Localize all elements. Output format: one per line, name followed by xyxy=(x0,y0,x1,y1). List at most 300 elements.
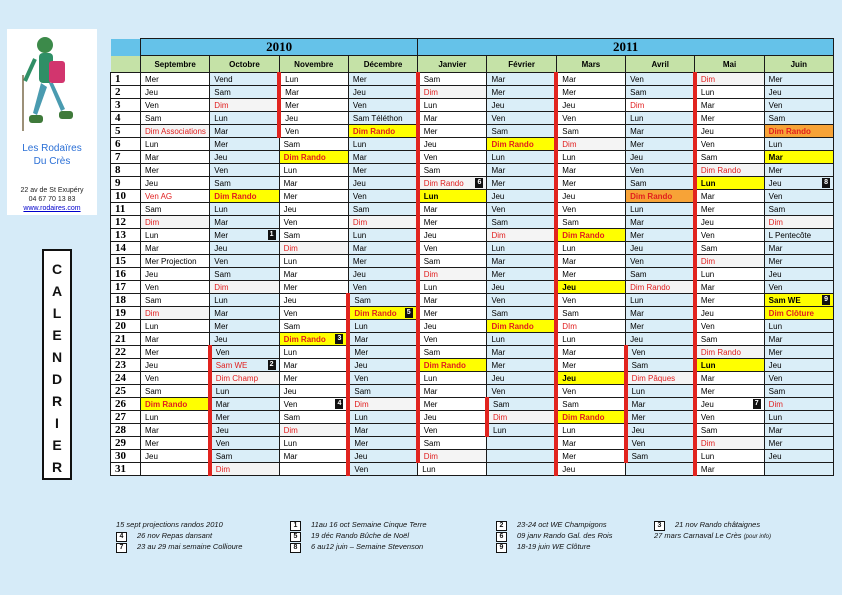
day-cell[interactable]: Dim xyxy=(279,242,348,255)
day-cell[interactable]: Jeu xyxy=(210,424,279,437)
day-cell[interactable]: Mar xyxy=(141,333,210,346)
day-cell[interactable]: Lun xyxy=(626,385,695,398)
day-cell[interactable]: Dim xyxy=(210,463,279,476)
day-cell[interactable]: Lun xyxy=(348,411,417,424)
day-cell[interactable]: Sam xyxy=(487,398,556,411)
day-cell[interactable]: Ven xyxy=(279,125,348,138)
day-cell[interactable]: Ven xyxy=(487,112,556,125)
day-cell[interactable]: Mar xyxy=(210,125,279,138)
day-cell[interactable]: Jeu xyxy=(626,424,695,437)
day-cell[interactable]: Sam xyxy=(556,216,625,229)
day-cell[interactable]: Mer xyxy=(626,229,695,242)
day-cell[interactable]: Ven xyxy=(626,164,695,177)
day-cell[interactable]: Dim Rando xyxy=(487,138,556,151)
day-cell[interactable]: Jeu 8 xyxy=(764,177,833,190)
day-cell[interactable]: Mar xyxy=(556,437,625,450)
day-cell[interactable]: Ven xyxy=(487,385,556,398)
day-cell[interactable]: Mer xyxy=(764,346,833,359)
day-cell[interactable]: Lun xyxy=(348,320,417,333)
day-cell[interactable]: Mar xyxy=(764,424,833,437)
day-cell[interactable]: Mar xyxy=(210,307,279,320)
day-cell[interactable]: Ven xyxy=(626,73,695,86)
day-cell[interactable]: Lun xyxy=(418,190,487,203)
day-cell[interactable]: Jeu xyxy=(418,411,487,424)
day-cell[interactable]: Lun xyxy=(141,320,210,333)
day-cell[interactable]: Lun xyxy=(695,86,764,99)
day-cell[interactable]: Lun xyxy=(279,164,348,177)
day-cell[interactable]: Mer xyxy=(348,73,417,86)
day-cell[interactable]: Ven xyxy=(141,99,210,112)
day-cell[interactable]: Mar xyxy=(695,99,764,112)
day-cell[interactable]: Ven xyxy=(626,437,695,450)
day-cell[interactable]: Sam xyxy=(279,229,348,242)
day-cell[interactable]: Mer Projection xyxy=(141,255,210,268)
day-cell[interactable]: Lun xyxy=(141,138,210,151)
day-cell[interactable]: Ven xyxy=(210,346,279,359)
day-cell[interactable]: Lun xyxy=(487,242,556,255)
day-cell[interactable]: Sam xyxy=(487,307,556,320)
day-cell[interactable]: Mer xyxy=(764,164,833,177)
day-cell[interactable]: Mer xyxy=(695,385,764,398)
day-cell[interactable]: Ven xyxy=(210,437,279,450)
day-cell[interactable]: Mar xyxy=(348,151,417,164)
day-cell[interactable]: Lun xyxy=(556,424,625,437)
day-cell[interactable]: Jeu xyxy=(279,112,348,125)
day-cell[interactable]: Jeu xyxy=(695,307,764,320)
day-cell[interactable]: Sam xyxy=(418,255,487,268)
day-cell[interactable]: Sam xyxy=(695,242,764,255)
day-cell[interactable]: Sam xyxy=(210,450,279,463)
day-cell[interactable]: Dim xyxy=(348,398,417,411)
day-cell[interactable]: Dim xyxy=(418,86,487,99)
day-cell[interactable]: Lun xyxy=(279,255,348,268)
day-cell[interactable]: Sam WE 2 xyxy=(210,359,279,372)
day-cell[interactable]: Mar xyxy=(626,216,695,229)
day-cell[interactable]: Jeu xyxy=(556,372,625,385)
day-cell[interactable]: Dim xyxy=(141,307,210,320)
day-cell[interactable]: Mer xyxy=(348,437,417,450)
day-cell[interactable]: Ven xyxy=(556,203,625,216)
day-cell[interactable]: Lun xyxy=(626,294,695,307)
day-cell[interactable]: Mar xyxy=(487,73,556,86)
day-cell[interactable]: Dim Champ xyxy=(210,372,279,385)
day-cell[interactable]: Mar xyxy=(556,164,625,177)
day-cell[interactable]: Ven xyxy=(556,385,625,398)
day-cell[interactable]: Dim xyxy=(210,281,279,294)
day-cell[interactable]: Lun xyxy=(418,372,487,385)
day-cell[interactable]: Mar xyxy=(348,242,417,255)
day-cell[interactable]: Mar xyxy=(141,242,210,255)
day-cell[interactable]: Ven xyxy=(695,138,764,151)
day-cell[interactable]: Mer xyxy=(348,346,417,359)
day-cell[interactable]: Sam xyxy=(210,86,279,99)
day-cell[interactable]: Mar xyxy=(487,255,556,268)
day-cell[interactable]: Ven xyxy=(418,151,487,164)
day-cell[interactable]: Jeu xyxy=(695,216,764,229)
day-cell[interactable]: Mar xyxy=(348,424,417,437)
day-cell[interactable]: Dim xyxy=(695,437,764,450)
day-cell[interactable]: Jeu xyxy=(764,450,833,463)
day-cell[interactable]: Lun xyxy=(487,151,556,164)
day-cell[interactable]: Jeu xyxy=(418,320,487,333)
day-cell[interactable]: Sam xyxy=(626,177,695,190)
day-cell[interactable]: Ven xyxy=(279,307,348,320)
day-cell[interactable]: Ven xyxy=(418,242,487,255)
day-cell[interactable]: Jeu xyxy=(210,151,279,164)
day-cell[interactable]: Lun xyxy=(695,177,764,190)
day-cell[interactable]: Mar xyxy=(764,333,833,346)
day-cell[interactable]: Mer xyxy=(210,411,279,424)
day-cell[interactable] xyxy=(487,450,556,463)
day-cell[interactable]: Mer xyxy=(556,450,625,463)
day-cell[interactable]: Dim Rando 5 xyxy=(348,307,417,320)
day-cell[interactable]: Lun xyxy=(210,385,279,398)
day-cell[interactable]: Sam xyxy=(764,385,833,398)
day-cell[interactable]: Mar xyxy=(418,112,487,125)
day-cell[interactable]: Mer xyxy=(695,294,764,307)
day-cell[interactable]: Lun xyxy=(418,99,487,112)
day-cell[interactable]: Lun xyxy=(141,229,210,242)
day-cell[interactable]: Sam xyxy=(348,385,417,398)
day-cell[interactable]: Mer xyxy=(764,437,833,450)
day-cell[interactable]: Mar xyxy=(626,398,695,411)
day-cell[interactable]: Dim xyxy=(487,411,556,424)
day-cell[interactable]: Sam xyxy=(279,320,348,333)
day-cell[interactable]: Sam xyxy=(141,203,210,216)
day-cell[interactable]: Dim xyxy=(764,398,833,411)
day-cell[interactable]: Ven xyxy=(695,320,764,333)
day-cell[interactable]: Lun xyxy=(279,346,348,359)
day-cell[interactable]: Sam xyxy=(626,359,695,372)
day-cell[interactable]: Jeu xyxy=(487,281,556,294)
day-cell[interactable]: Ven xyxy=(487,203,556,216)
day-cell[interactable]: Sam xyxy=(279,138,348,151)
day-cell[interactable]: Jeu xyxy=(487,372,556,385)
day-cell[interactable]: Ven AG xyxy=(141,190,210,203)
day-cell[interactable]: Mer xyxy=(348,164,417,177)
day-cell[interactable]: Sam xyxy=(418,164,487,177)
day-cell[interactable]: Mar xyxy=(279,450,348,463)
day-cell[interactable]: Jeu xyxy=(348,450,417,463)
day-cell[interactable]: Jeu xyxy=(279,385,348,398)
day-cell[interactable]: Mar xyxy=(556,73,625,86)
day-cell[interactable]: Sam xyxy=(695,151,764,164)
day-cell[interactable] xyxy=(279,463,348,476)
day-cell[interactable]: Mar xyxy=(418,203,487,216)
day-cell[interactable]: Dim Rando xyxy=(210,190,279,203)
day-cell[interactable]: Mer xyxy=(487,86,556,99)
day-cell[interactable]: Dim Rando xyxy=(764,125,833,138)
day-cell[interactable] xyxy=(487,437,556,450)
day-cell[interactable]: Mer xyxy=(556,86,625,99)
day-cell[interactable]: Mar xyxy=(695,463,764,476)
day-cell[interactable]: Mer xyxy=(556,359,625,372)
day-cell[interactable]: Jeu xyxy=(141,86,210,99)
day-cell[interactable]: Mer xyxy=(418,398,487,411)
day-cell[interactable]: Jeu xyxy=(348,86,417,99)
day-cell[interactable]: Dim Rando xyxy=(695,164,764,177)
day-cell[interactable]: Mar xyxy=(695,281,764,294)
day-cell[interactable]: Ven xyxy=(348,463,417,476)
day-cell[interactable]: Mer xyxy=(418,307,487,320)
day-cell[interactable]: Mar xyxy=(487,164,556,177)
day-cell[interactable]: Mar xyxy=(418,294,487,307)
day-cell[interactable]: Mar xyxy=(279,268,348,281)
day-cell[interactable]: Sam xyxy=(141,294,210,307)
day-cell[interactable]: Ven xyxy=(764,190,833,203)
day-cell[interactable]: Lun xyxy=(418,281,487,294)
day-cell[interactable]: Dim Rando xyxy=(418,359,487,372)
day-cell[interactable]: Mer xyxy=(487,359,556,372)
day-cell[interactable]: Sam xyxy=(626,86,695,99)
day-cell[interactable]: Lun xyxy=(695,359,764,372)
day-cell[interactable]: Sam xyxy=(487,216,556,229)
day-cell[interactable]: Sam xyxy=(764,203,833,216)
day-cell[interactable]: Dim Associations xyxy=(141,125,210,138)
day-cell[interactable]: Mer xyxy=(141,73,210,86)
day-cell[interactable]: Mer xyxy=(418,125,487,138)
day-cell[interactable]: Mer xyxy=(626,411,695,424)
day-cell[interactable]: Sam xyxy=(626,450,695,463)
day-cell[interactable]: Ven xyxy=(141,372,210,385)
day-cell[interactable]: Ven xyxy=(348,372,417,385)
day-cell[interactable]: Mer xyxy=(279,372,348,385)
day-cell[interactable]: Dim xyxy=(418,450,487,463)
day-cell[interactable]: Lun xyxy=(695,268,764,281)
day-cell[interactable]: Mar xyxy=(556,346,625,359)
day-cell[interactable]: Dim Rando xyxy=(141,398,210,411)
day-cell[interactable]: Sam xyxy=(210,268,279,281)
day-cell[interactable]: Sam xyxy=(348,294,417,307)
day-cell[interactable]: Ven xyxy=(487,294,556,307)
day-cell[interactable] xyxy=(626,463,695,476)
day-cell[interactable]: Sam xyxy=(418,73,487,86)
day-cell[interactable]: Sam xyxy=(556,398,625,411)
day-cell[interactable]: Sam xyxy=(279,411,348,424)
day-cell[interactable]: Lun xyxy=(487,424,556,437)
day-cell[interactable]: Mar xyxy=(279,86,348,99)
day-cell[interactable]: Mer xyxy=(279,281,348,294)
day-cell[interactable]: Mer xyxy=(210,138,279,151)
day-cell[interactable]: Lun xyxy=(695,450,764,463)
day-cell[interactable]: Sam xyxy=(626,268,695,281)
day-cell[interactable]: Ven xyxy=(348,190,417,203)
day-cell[interactable]: Dim xyxy=(418,268,487,281)
day-cell[interactable]: Dim xyxy=(764,216,833,229)
day-cell[interactable]: Dim Rando xyxy=(626,190,695,203)
day-cell[interactable]: Vend xyxy=(210,73,279,86)
day-cell[interactable]: Jeu xyxy=(418,138,487,151)
day-cell[interactable]: Jeu xyxy=(141,450,210,463)
day-cell[interactable]: Lun xyxy=(348,229,417,242)
day-cell[interactable]: Ven xyxy=(418,333,487,346)
day-cell[interactable]: Sam xyxy=(556,307,625,320)
day-cell[interactable]: Mar xyxy=(279,177,348,190)
day-cell[interactable]: Lun xyxy=(626,203,695,216)
day-cell[interactable]: Jeu xyxy=(487,99,556,112)
day-cell[interactable]: Sam xyxy=(141,112,210,125)
day-cell[interactable]: Sam xyxy=(210,177,279,190)
day-cell[interactable]: Mar xyxy=(556,255,625,268)
day-cell[interactable]: Mar xyxy=(764,151,833,164)
day-cell[interactable]: Dim Rando 3 xyxy=(279,333,348,346)
day-cell[interactable]: Mer xyxy=(695,203,764,216)
day-cell[interactable]: Dim Rando xyxy=(279,151,348,164)
day-cell[interactable]: Jeu xyxy=(348,359,417,372)
day-cell[interactable]: Lun xyxy=(556,242,625,255)
day-cell[interactable]: Mer xyxy=(626,138,695,151)
day-cell[interactable]: Jeu xyxy=(626,242,695,255)
day-cell[interactable]: Dim xyxy=(695,73,764,86)
day-cell[interactable]: Ven xyxy=(141,281,210,294)
day-cell[interactable]: Mer xyxy=(764,255,833,268)
day-cell[interactable]: Mer xyxy=(141,346,210,359)
day-cell[interactable]: Ven 4 xyxy=(279,398,348,411)
day-cell[interactable]: Mer xyxy=(279,99,348,112)
day-cell[interactable]: Dim xyxy=(210,99,279,112)
day-cell[interactable]: Dim Rando 6 xyxy=(418,177,487,190)
day-cell[interactable]: Sam xyxy=(487,125,556,138)
day-cell[interactable]: Dim Rando xyxy=(626,281,695,294)
day-cell[interactable]: Jeu xyxy=(141,359,210,372)
day-cell[interactable]: Ven xyxy=(695,411,764,424)
day-cell[interactable]: Lun xyxy=(764,138,833,151)
day-cell[interactable] xyxy=(487,463,556,476)
day-cell[interactable]: Mar xyxy=(487,346,556,359)
day-cell[interactable]: Sam xyxy=(695,333,764,346)
day-cell[interactable]: Dim xyxy=(141,216,210,229)
day-cell[interactable]: Ven xyxy=(626,255,695,268)
day-cell[interactable]: Mar xyxy=(626,125,695,138)
day-cell[interactable]: Jeu xyxy=(418,229,487,242)
day-cell[interactable]: Jeu xyxy=(141,177,210,190)
day-cell[interactable]: Dim Rando xyxy=(556,229,625,242)
day-cell[interactable] xyxy=(764,463,833,476)
day-cell[interactable]: Sam xyxy=(695,424,764,437)
day-cell[interactable]: Mer xyxy=(348,255,417,268)
day-cell[interactable]: Mar xyxy=(279,359,348,372)
day-cell[interactable]: Jeu xyxy=(764,359,833,372)
day-cell[interactable]: Ven xyxy=(764,281,833,294)
day-cell[interactable]: Mer xyxy=(626,320,695,333)
day-cell[interactable]: Ven xyxy=(348,99,417,112)
day-cell[interactable]: Mar xyxy=(141,424,210,437)
day-cell[interactable]: DIm xyxy=(556,320,625,333)
day-cell[interactable]: Lun xyxy=(626,112,695,125)
day-cell[interactable]: Dim Rando xyxy=(348,125,417,138)
day-cell[interactable]: Dim xyxy=(626,99,695,112)
day-cell[interactable]: Mer xyxy=(487,177,556,190)
day-cell[interactable]: Ven xyxy=(556,112,625,125)
day-cell[interactable]: Sam xyxy=(556,125,625,138)
day-cell[interactable]: Dim Rando xyxy=(695,346,764,359)
day-cell[interactable]: Jeu 7 xyxy=(695,398,764,411)
day-cell[interactable]: Jeu xyxy=(279,294,348,307)
day-cell[interactable]: Mer xyxy=(210,320,279,333)
day-cell[interactable]: Lun xyxy=(141,411,210,424)
day-cell[interactable]: Mar xyxy=(141,151,210,164)
day-cell[interactable]: Lun xyxy=(210,294,279,307)
day-cell[interactable]: Jeu xyxy=(348,177,417,190)
day-cell[interactable]: Ven xyxy=(210,164,279,177)
day-cell[interactable]: Mer xyxy=(279,190,348,203)
day-cell[interactable]: Mer xyxy=(141,437,210,450)
day-cell[interactable]: Mer 1 xyxy=(210,229,279,242)
day-cell[interactable]: Mar xyxy=(626,307,695,320)
day-cell[interactable]: Ven xyxy=(556,294,625,307)
day-cell[interactable]: Sam Téléthon xyxy=(348,112,417,125)
day-cell[interactable]: Mar xyxy=(764,242,833,255)
day-cell[interactable]: Jeu xyxy=(210,333,279,346)
day-cell[interactable]: Lun xyxy=(210,112,279,125)
day-cell[interactable]: Jeu xyxy=(626,333,695,346)
day-cell[interactable]: Sam xyxy=(418,346,487,359)
day-cell[interactable]: Ven xyxy=(695,229,764,242)
day-cell[interactable]: Mer xyxy=(764,73,833,86)
day-cell[interactable]: Jeu xyxy=(764,86,833,99)
day-cell[interactable]: Jeu xyxy=(348,268,417,281)
day-cell[interactable]: Dim xyxy=(279,424,348,437)
day-cell[interactable]: Jeu xyxy=(556,463,625,476)
day-cell[interactable]: Dim Rando xyxy=(556,411,625,424)
day-cell[interactable]: Mar xyxy=(695,372,764,385)
day-cell[interactable]: Jeu xyxy=(556,281,625,294)
day-cell[interactable]: Mer xyxy=(141,164,210,177)
day-cell[interactable] xyxy=(141,463,210,476)
day-cell[interactable]: Dim Pâques xyxy=(626,372,695,385)
day-cell[interactable]: Jeu xyxy=(695,125,764,138)
day-cell[interactable]: Mar xyxy=(210,216,279,229)
day-cell[interactable]: Lun xyxy=(556,333,625,346)
day-cell[interactable]: Sam xyxy=(418,437,487,450)
day-cell[interactable]: Jeu xyxy=(556,190,625,203)
day-cell[interactable]: Dim Rando xyxy=(487,320,556,333)
day-cell[interactable]: Dim xyxy=(487,229,556,242)
day-cell[interactable]: Mer xyxy=(556,268,625,281)
day-cell[interactable]: Ven xyxy=(418,424,487,437)
day-cell[interactable]: Mar xyxy=(210,398,279,411)
day-cell[interactable]: Sam xyxy=(764,112,833,125)
day-cell[interactable]: Mer xyxy=(695,112,764,125)
day-cell[interactable]: Lun xyxy=(210,203,279,216)
day-cell[interactable]: Lun xyxy=(487,333,556,346)
day-cell[interactable]: Lun xyxy=(764,411,833,424)
day-cell[interactable]: Jeu xyxy=(279,203,348,216)
day-cell[interactable]: Dim xyxy=(348,216,417,229)
day-cell[interactable]: Ven xyxy=(764,372,833,385)
day-cell[interactable]: Lun xyxy=(348,138,417,151)
day-cell[interactable]: Sam xyxy=(348,203,417,216)
day-cell[interactable]: Mer xyxy=(418,216,487,229)
day-cell[interactable]: Ven xyxy=(210,255,279,268)
day-cell[interactable]: Ven xyxy=(348,281,417,294)
day-cell[interactable]: Sam xyxy=(141,385,210,398)
day-cell[interactable]: Sam WE 9 xyxy=(764,294,833,307)
day-cell[interactable]: Ven xyxy=(279,216,348,229)
day-cell[interactable]: Lun xyxy=(556,151,625,164)
day-cell[interactable]: Mar xyxy=(348,333,417,346)
day-cell[interactable]: Dim xyxy=(695,255,764,268)
day-cell[interactable]: Dim Clôture xyxy=(764,307,833,320)
day-cell[interactable]: Mer xyxy=(487,268,556,281)
day-cell[interactable]: L Pentecôte xyxy=(764,229,833,242)
day-cell[interactable]: Jeu xyxy=(764,268,833,281)
day-cell[interactable]: Mar xyxy=(695,190,764,203)
day-cell[interactable]: Jeu xyxy=(626,151,695,164)
day-cell[interactable]: Lun xyxy=(279,437,348,450)
day-cell[interactable]: Lun xyxy=(418,463,487,476)
day-cell[interactable]: Dim xyxy=(556,138,625,151)
